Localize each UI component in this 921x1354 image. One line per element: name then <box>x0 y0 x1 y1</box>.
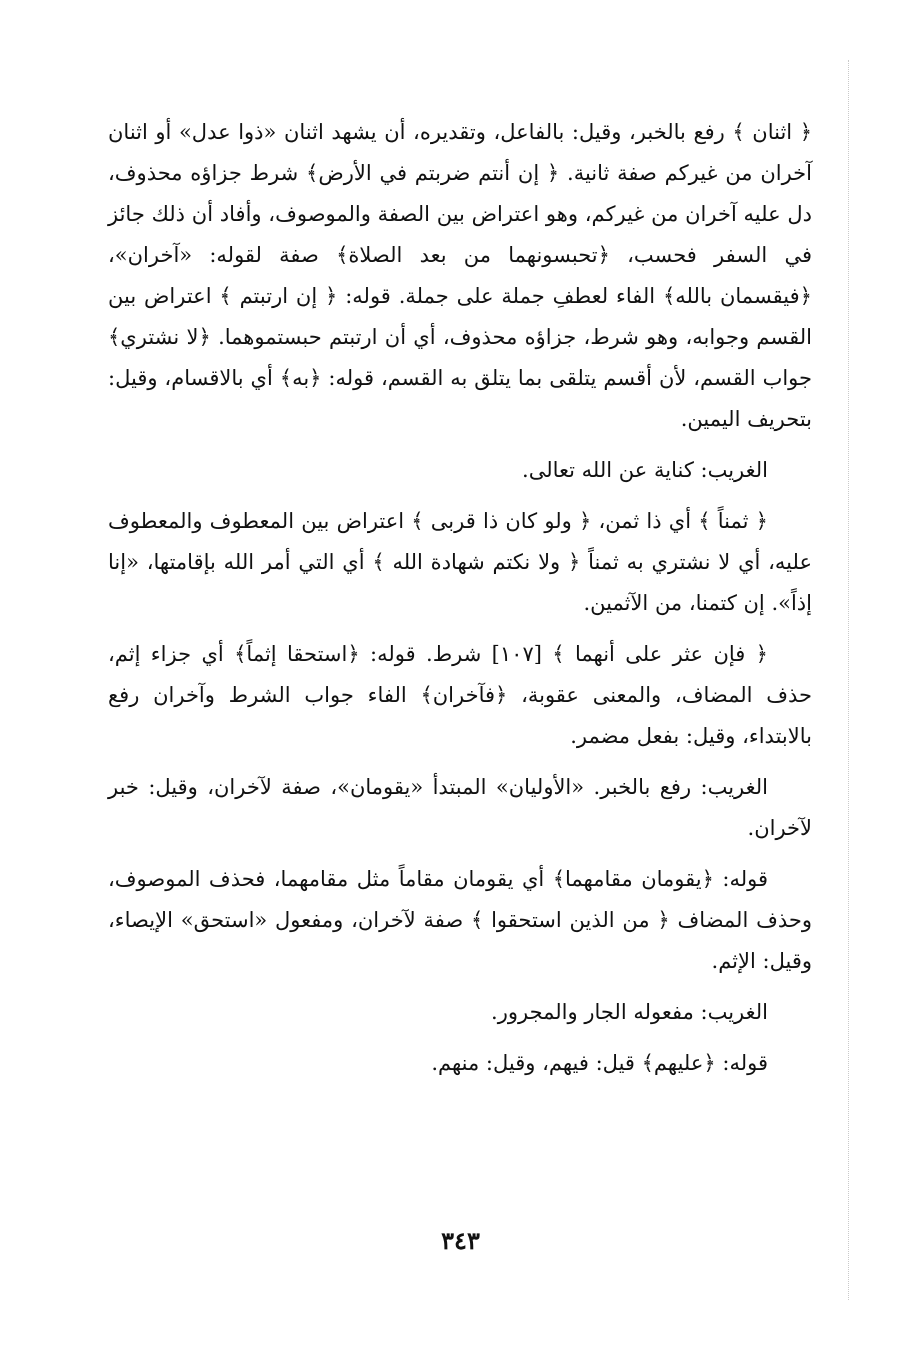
paragraph-gharib-mafuluhu: الغريب: مفعوله الجار والمجرور. <box>491 1000 768 1024</box>
paragraph-alayhim: قوله: ﴿عليهم﴾ قيل: فيهم، وقيل: منهم. <box>431 1051 768 1075</box>
paragraph-ithnan: ﴿ اثنان ﴾ رفع بالخبر، وقيل: بالفاعل، وتقديره، أن يشهد اثنان «ذوا عدل» أو اثنان آخران من غيركم صفة ثانية. ﴿ إن أنتم ضربتم في الأرض﴾ شرط جزاؤه محذوف، دل عليه آخران من غيركم، وهو اعتراض بين الصفة والموصوف، وأفاد أن ذلك جائز في السفر فحسب، ﴿تحبسونهما من بعد الصلاة﴾ صفة لقوله: «آخران»، ﴿فيقسمان بالله﴾ الفاء لعطفِ جملة على جملة. قوله: ﴿ إن ارتبتم ﴾ اعتراض بين القسم وجوابه، وهو شرط، جزاؤه محذوف، أي أن ارتبتم حبستموهما. ﴿لا نشتري﴾ جواب القسم، لأن أقسم يتلقى بما يتلق به القسم، قوله: ﴿به﴾ أي بالاقسام، وقيل: بتحريف اليمين. <box>108 120 812 431</box>
scan-edge-line <box>848 60 849 1300</box>
body-text <box>108 112 812 1094</box>
paragraph-yaqumani: قوله: ﴿يقومان مقامهما﴾ أي يقومان مقاماً مثل مقامهما، فحذف الموصوف، وحذف المضاف ﴿ من الذين استحقوا ﴾ صفة لآخران، ومفعول «استحق» الإيصاء، وقيل: الإثم. <box>108 867 812 973</box>
paragraph-thamanan: ﴿ ثمناً ﴾ أي ذا ثمن، ﴿ ولو كان ذا قربى ﴾ اعتراض بين المعطوف والمعطوف عليه، أي لا نشتري به ثمناً ﴿ ولا نكتم شهادة الله ﴾ أي التي أمر الله بإقامتها، «إنا إذاً». إن كتمنا، من الآثمين. <box>108 509 812 615</box>
page-number: ٣٤٣ <box>441 1226 480 1255</box>
paragraph-gharib-kinaya: الغريب: كناية عن الله تعالى. <box>522 458 768 482</box>
paragraph-gharib-raf: الغريب: رفع بالخبر. «الأوليان» المبتدأ «يقومان»، صفة لآخران، وقيل: خبر لآخران. <box>108 775 812 840</box>
paragraph-fain-uthira: ﴿ فإن عثر على أنهما ﴾ [١٠٧] شرط. قوله: ﴿استحقا إثماً﴾ أي جزاء إثم، حذف المضاف، والمعنى عقوبة، ﴿فآخران﴾ الفاء جواب الشرط وآخران رفع بالابتداء، وقيل: بفعل مضمر. <box>108 642 812 748</box>
